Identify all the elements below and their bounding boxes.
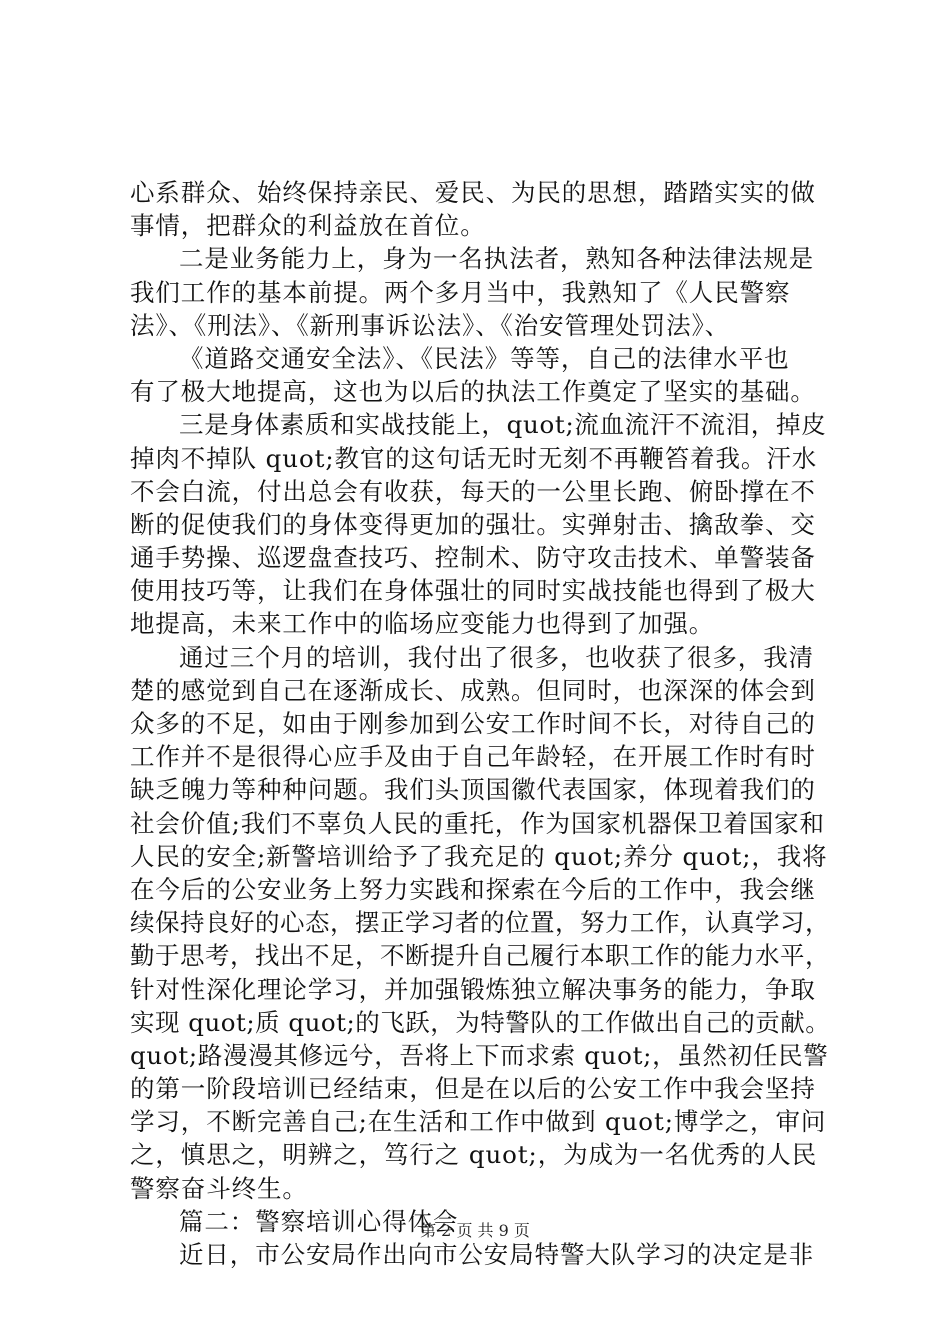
text-line: 社会价值;我们不辜负人民的重托，作为国家机器保卫着国家和 [130,808,825,838]
text-line: 心系群众、始终保持亲民、爱民、为民的思想，踏踏实实的做 [130,178,816,207]
text-line: 掉肉不掉队 quot;教官的这句话无时无刻不再鞭笞着我。汗水 [130,443,818,473]
text-line: 地提高，未来工作中的临场应变能力也得到了加强。 [130,609,715,639]
text-line: 楚的感觉到自己在逐渐成长、成熟。但同时，也深深的体会到 [130,675,816,705]
text-line: 通手势操、巡逻盘查技巧、控制术、防守攻击技术、单警装备 [130,543,816,573]
text-line: 法》、《刑法》、《新刑事诉讼法》、《治安管理处罚法》、 [130,310,731,340]
text-line: 在今后的公安业务上努力实践和探索在今后的工作中，我会继 [130,874,816,904]
page-footer: 第 2 页 共 9 页 [420,1221,530,1240]
document-body [130,176,830,1271]
text-line: 事情，把群众的利益放在首位。 [130,211,486,241]
text-line: 断的促使我们的身体变得更加的强壮。实弹射击、擒敌拳、交 [130,509,816,539]
text-line: 警察奋斗终生。 [130,1173,308,1203]
text-line: 针对性深化理论学习，并加强锻炼独立解决事务的能力，争取 [130,974,816,1004]
text-line: 续保持良好的心态，摆正学习者的位置，努力工作，认真学习， [130,908,830,938]
text-line: 缺乏魄力等种种问题。我们头顶国徽代表国家，体现着我们的 [130,775,816,805]
text-line: 不会白流，付出总会有收获，每天的一公里长跑、俯卧撑在不 [130,476,816,506]
text-line: 勤于思考，找出不足，不断提升自己履行本职工作的能力水平， [130,941,830,971]
text-line: 篇二：警察培训心得体会 [179,1206,459,1236]
text-line: 之，慎思之，明辨之，笃行之 quot;，为成为一名优秀的人民 [130,1140,818,1170]
text-line: 近日，市公安局作出向市公安局特警大队学习的决定是非 [179,1240,814,1269]
text-line: 实现 quot;质 quot;的飞跃，为特警队的工作做出自己的贡献。 [130,1007,831,1037]
text-line: 工作并不是很得心应手及由于自己年龄轻，在开展工作时有时 [130,742,816,772]
text-line: 通过三个月的培训，我付出了很多，也收获了很多，我清 [179,642,814,672]
text-line: 二是业务能力上，身为一名执法者，熟知各种法律法规是 [179,244,814,274]
text-line: 三是身体素质和实战技能上，quot;流血流汗不流泪，掉皮 [179,410,827,440]
text-line: 学习，不断完善自己;在生活和工作中做到 quot;博学之，审问 [130,1107,827,1137]
text-line: 有了极大地提高，这也为以后的执法工作奠定了坚实的基础。 [130,377,816,407]
text-line: quot;路漫漫其修远兮，吾将上下而求索 quot;，虽然初任民警 [130,1040,829,1070]
text-line: 《道路交通安全法》、《民法》等等，自己的法律水平也 [179,343,790,373]
text-line: 使用技巧等，让我们在身体强壮的同时实战技能也得到了极大 [130,576,816,606]
text-line: 我们工作的基本前提。两个多月当中，我熟知了《人民警察 [130,277,791,307]
text-line: 人民的安全;新警培训给予了我充足的 quot;养分 quot;，我将 [130,841,828,871]
text-line: 众多的不足，如由于刚参加到公安工作时间不长，对待自己的 [130,709,816,738]
text-line: 的第一阶段培训已经结束，但是在以后的公安工作中我会坚持 [130,1074,816,1104]
